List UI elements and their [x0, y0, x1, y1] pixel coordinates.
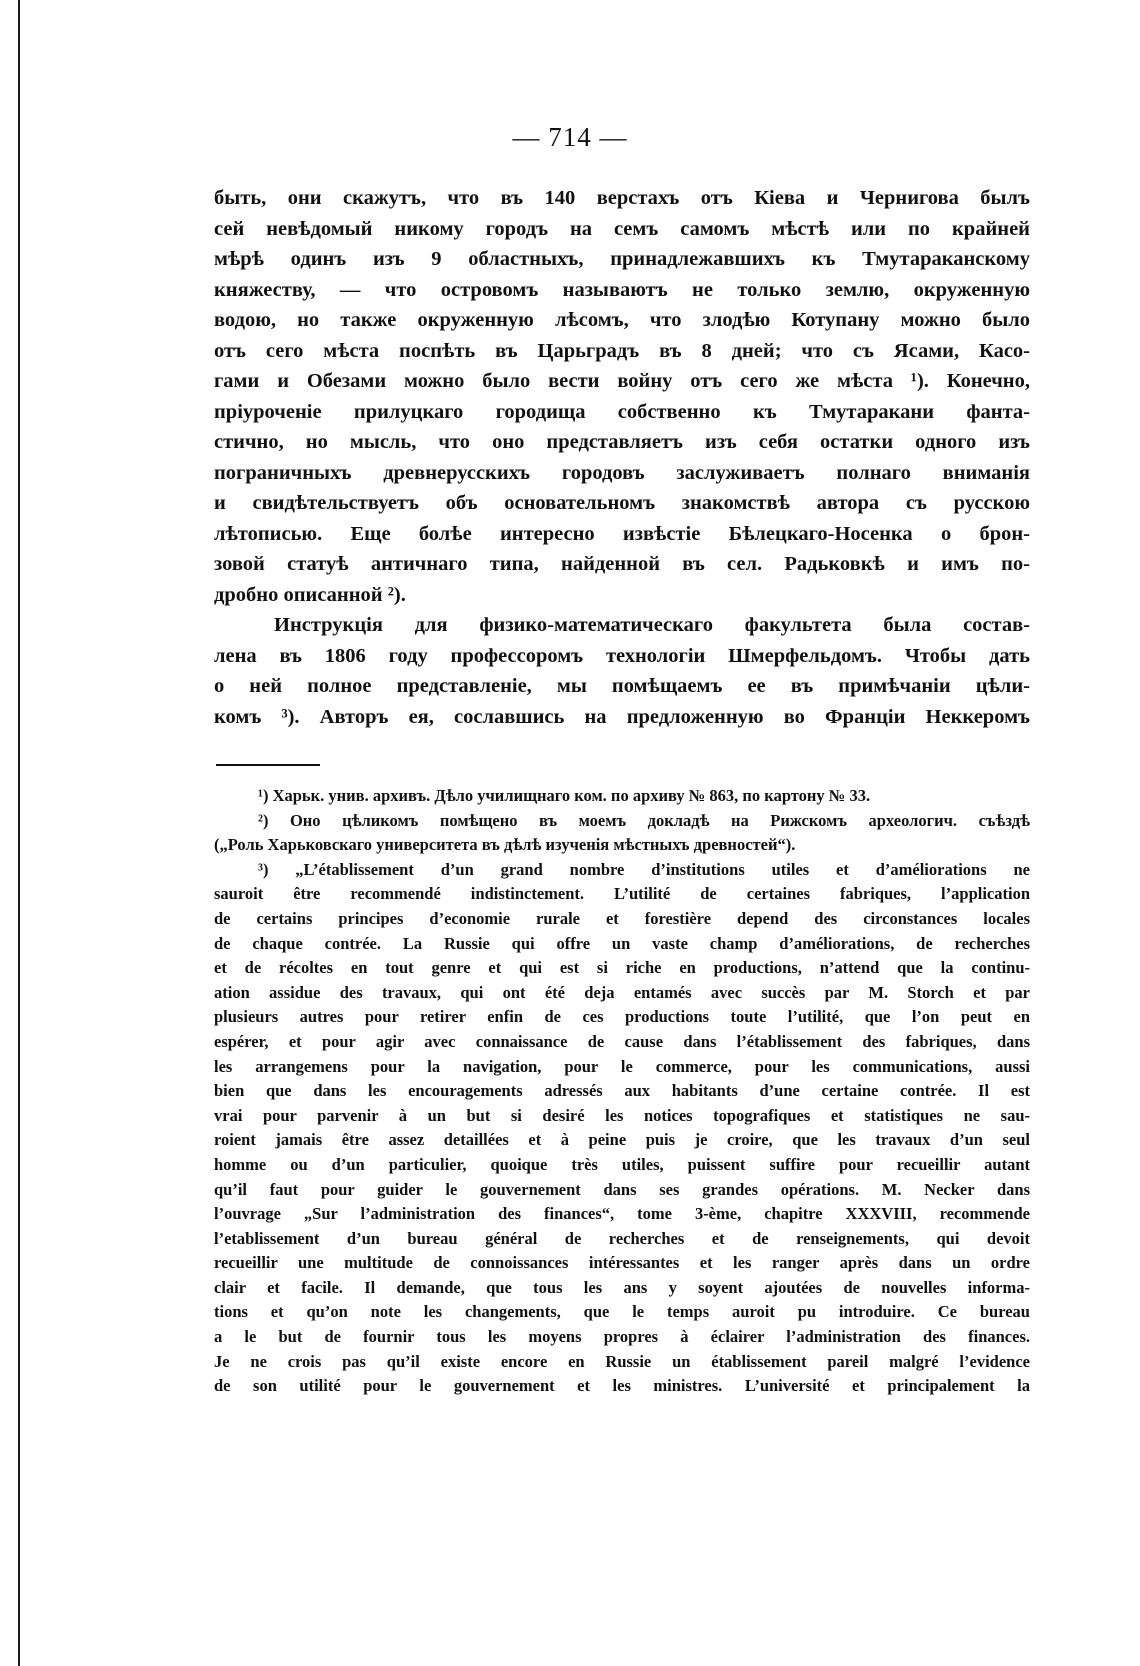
page-number: — 714 —	[512, 122, 628, 152]
footnote-3	[214, 858, 1030, 1399]
text-line: водою, но также окруженную лѣсомъ, что злодѣю Котупану можно было	[214, 309, 1030, 331]
footnote-line: de certains principes d’economie rurale et forestière depend des circonstances locales	[214, 908, 1030, 928]
footnote-line: ³) „L’établissement d’un grand nombre d’institutions utiles et d’améliorations ne	[258, 859, 1030, 879]
text-line: комъ ³). Авторъ ея, сославшись на предложенную во Франціи Неккеромъ	[214, 705, 1030, 728]
footnote-line: roient jamais être assez detaillées et à peine puis je croire, que les travaux d’un seul	[214, 1130, 1030, 1150]
footnote-line: espérer, et pour agir avec connaissance de cause dans l’établissement des fabriques, dans	[214, 1031, 1030, 1051]
paragraph-1	[214, 183, 1030, 610]
text-line: и свидѣтельствуетъ объ основательномъ знакомствѣ автора съ русскою	[214, 492, 1030, 514]
footnote-line: Je ne crois pas qu’il existe encore en Russie un établissement pareil malgré l’evidence	[214, 1351, 1030, 1371]
footnotes	[214, 784, 1030, 1399]
footnote-line: l’ouvrage „Sur l’administration des finances“, tome 3-ème, chapitre XXXVIII, recommende	[214, 1204, 1030, 1224]
text-line: пограничныхъ древнерусскихъ городовъ заслуживаетъ полнаго вниманія	[214, 461, 1030, 484]
text-line: зовой статуѣ античнаго типа, найденной въ сел. Радьковкѣ и имъ по-	[214, 553, 1030, 575]
text-line: мѣрѣ одинъ изъ 9 областныхъ, принадлежавшихъ къ Тмутараканскому	[214, 248, 1030, 270]
paragraph-2	[214, 610, 1030, 732]
footnote-line: ¹) Харьк. унив. архивъ. Дѣло училищнаго ком. по архиву № 863, по картону № 33.	[258, 786, 871, 805]
footnote-line: plusieurs autres pour retirer enfin de ces productions toute l’utilité, que l’on peut en	[214, 1007, 1030, 1027]
text-line: быть, они скажутъ, что въ 140 верстахъ отъ Кіева и Чернигова былъ	[214, 187, 1030, 209]
footnote-line: les arrangemens pour la navigation, pour le commerce, pour les communications, aussi	[214, 1056, 1030, 1076]
footnote-line: bien que dans les encouragements adressés aux habitants d’une certaine contrée. Il est	[214, 1081, 1030, 1101]
footnote-line: et de récoltes en tout genre et qui est si riche en productions, n’attend que la continu-	[214, 958, 1030, 978]
text-line: княжеству, — что островомъ называютъ не только землю, окруженную	[214, 278, 1030, 301]
footnote-2	[214, 809, 1030, 858]
text-line: лѣтописью. Еще болѣе интересно извѣстіе Бѣлецкаго-Носенка о брон-	[214, 522, 1030, 545]
text-line: Инструкція для физико-математическаго факультета была состав-	[274, 614, 1030, 636]
footnote-separator	[216, 764, 320, 766]
footnote-1	[214, 784, 1030, 809]
text-line: стично, но мысль, что оно представляетъ изъ себя остатки одного изъ	[214, 431, 1030, 453]
footnote-line: recueillir une multitude de connoissances intéressantes et les ranger après dans un ordre	[214, 1253, 1030, 1273]
footnote-line: clair et facile. Il demande, que tous les ans y soyent ajoutées de nouvelles informa-	[214, 1277, 1030, 1297]
footnote-line: tions et qu’on note les changements, que le temps auroit pu introduire. Ce bureau	[214, 1302, 1030, 1322]
text-line: дробно описанной ²).	[214, 583, 406, 606]
text-line: отъ сего мѣста поспѣть въ Царьградъ въ 8 дней; что съ Ясами, Касо-	[214, 339, 1030, 362]
footnote-line: de son utilité pour le gouvernement et les ministres. L’université et principalement la	[214, 1376, 1030, 1396]
text-line: гами и Обезами можно было вести войну отъ сего же мѣста ¹). Конечно,	[214, 370, 1030, 392]
footnote-line: de chaque contrée. La Russie qui offre un vaste champ d’améliorations, de recherches	[214, 933, 1030, 953]
text-line: о ней полное представленіе, мы помѣщаемъ ее въ примѣчаніи цѣли-	[214, 675, 1030, 697]
main-text	[214, 183, 1030, 732]
scan-edge-line	[18, 0, 20, 1666]
footnote-line: („Роль Харьковскаго университета въ дѣлѣ изученія мѣстныхъ древностей“).	[214, 835, 796, 855]
footnote-line: sauroit être recommendé indistinctement. L’utilité de certaines fabriques, l’application	[214, 884, 1030, 904]
text-line: пріуроченіе прилуцкаго городища собственно къ Тмутаракани фанта-	[214, 400, 1030, 423]
footnote-line: l’etablissement d’un bureau général de recherches et de renseignements, qui devoit	[214, 1228, 1030, 1248]
footnote-line: homme ou d’un particulier, quoique très utiles, puissent suffire pour recueillir autant	[214, 1154, 1030, 1174]
footnote-line: a le but de fournir tous les moyens propres à éclairer l’administration des finances.	[214, 1327, 1030, 1347]
footnote-line: ²) Оно цѣликомъ помѣщено въ моемъ докладѣ на Рижскомъ археологич. съѣздѣ	[258, 810, 1030, 830]
text-line: сей невѣдомый никому городъ на семъ самомъ мѣстѣ или по крайней	[214, 217, 1030, 240]
footnote-line: ation assidue des travaux, qui ont été deja entamés avec succès par M. Storch et par	[214, 982, 1030, 1002]
footnote-line: vrai pour parvenir à un but si desiré les notices topografiques et statistiques ne sau-	[214, 1105, 1030, 1125]
text-line: лена въ 1806 году профессоромъ технологіи Шмерфельдомъ. Чтобы дать	[214, 644, 1030, 667]
footnote-line: qu’il faut pour guider le gouvernement dans ses grandes opérations. M. Necker dans	[214, 1179, 1030, 1199]
